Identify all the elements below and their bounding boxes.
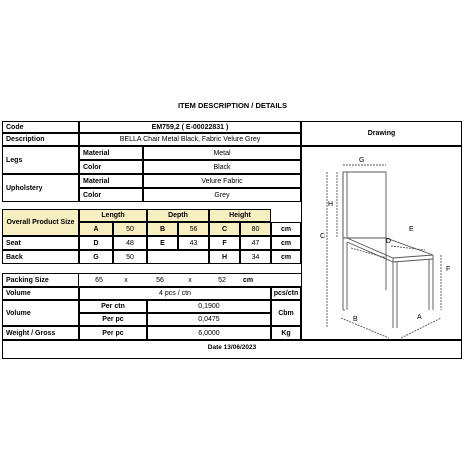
- weight-per-pc-label: Per pc: [79, 326, 147, 340]
- packing-length: 65: [95, 276, 103, 284]
- legs-label: Legs: [2, 146, 79, 174]
- upholstery-color-label: Color: [79, 188, 143, 202]
- letter-c: C: [320, 233, 326, 240]
- upholstery-color-value: Grey: [143, 188, 301, 202]
- dim-a-value: 50: [113, 222, 147, 236]
- description-value: BELLA Chair Metal Black, Fabric Velure Grey: [79, 133, 301, 146]
- upholstery-label: Upholstery: [2, 174, 79, 202]
- back-unit: cm: [271, 250, 301, 264]
- volume-cbm-unit: Cbm: [271, 300, 301, 326]
- date-text: Date 13/06/2023: [207, 344, 257, 351]
- legs-color-label: Color: [79, 160, 143, 174]
- letter-a: A: [417, 314, 422, 321]
- drawing-label: Drawing: [301, 121, 462, 146]
- legs-material-value: Metal: [143, 146, 301, 160]
- dim-c-letter: C: [209, 222, 240, 236]
- dim-h-letter: H: [209, 250, 240, 264]
- seat-label: Seat: [2, 236, 79, 250]
- volume-pcs-value: 4 pcs / ctn: [79, 287, 271, 300]
- page-title: ITEM DESCRIPTION / DETAILS: [177, 101, 288, 110]
- packing-x1: x: [124, 276, 128, 284]
- back-empty: [147, 250, 209, 264]
- code-label: Code: [2, 121, 79, 133]
- volume-per-pc-label: Per pc: [79, 313, 147, 326]
- weight-label: Weight / Gross: [2, 326, 79, 340]
- letter-h: H: [328, 201, 334, 208]
- letter-g: G: [359, 157, 365, 164]
- packing-height: 52: [218, 276, 226, 284]
- seat-unit: cm: [271, 236, 301, 250]
- legs-material-label: Material: [79, 146, 143, 160]
- packing-width: 56: [156, 276, 164, 284]
- depth-header: Depth: [147, 209, 209, 222]
- weight-unit: Kg: [271, 326, 301, 340]
- dim-c-value: 80: [240, 222, 271, 236]
- dim-d-value: 48: [113, 236, 147, 250]
- dim-h-value: 34: [240, 250, 271, 264]
- dim-f-value: 47: [240, 236, 271, 250]
- letter-e: E: [409, 226, 414, 233]
- height-header: Height: [209, 209, 271, 222]
- dim-g-value: 50: [113, 250, 147, 264]
- packing-unit: cm: [242, 276, 254, 284]
- letter-d: D: [386, 238, 392, 245]
- dim-e-value: 43: [178, 236, 209, 250]
- packing-label: Packing Size: [2, 273, 79, 287]
- packing-x2: x: [188, 276, 192, 284]
- length-header: Length: [79, 209, 147, 222]
- dim-b-value: 56: [178, 222, 209, 236]
- volume-per-ctn-label: Per ctn: [79, 300, 147, 313]
- legs-color-value: Black: [143, 160, 301, 174]
- weight-value: 6,0000: [147, 326, 271, 340]
- letter-f: F: [446, 266, 451, 273]
- overall-unit: cm: [271, 222, 301, 236]
- back-label: Back: [2, 250, 79, 264]
- upholstery-material-label: Material: [79, 174, 143, 188]
- dim-b-letter: B: [147, 222, 178, 236]
- chair-drawing: [301, 150, 458, 350]
- volume-pcs-unit: pcs/ctn: [271, 287, 301, 300]
- volume-per-ctn-value: 0,1900: [147, 300, 271, 313]
- volume-label: Volume: [2, 287, 79, 300]
- dim-d-letter: D: [79, 236, 113, 250]
- description-label: Description: [2, 133, 79, 146]
- dim-f-letter: F: [209, 236, 240, 250]
- volume-per-pc-value: 0,0475: [147, 313, 271, 326]
- dim-a-letter: A: [79, 222, 113, 236]
- letter-b: B: [353, 316, 358, 323]
- overall-size-label: Overall Product Size: [2, 209, 79, 236]
- backrest-outline: [343, 172, 386, 238]
- upholstery-material-value: Velure Fabric: [143, 174, 301, 188]
- dim-e-letter: E: [147, 236, 178, 250]
- code-value: EM759,2 ( E-00022831 ): [79, 121, 301, 133]
- dim-g-letter: G: [79, 250, 113, 264]
- volume-cbm-label: Volume: [2, 300, 79, 326]
